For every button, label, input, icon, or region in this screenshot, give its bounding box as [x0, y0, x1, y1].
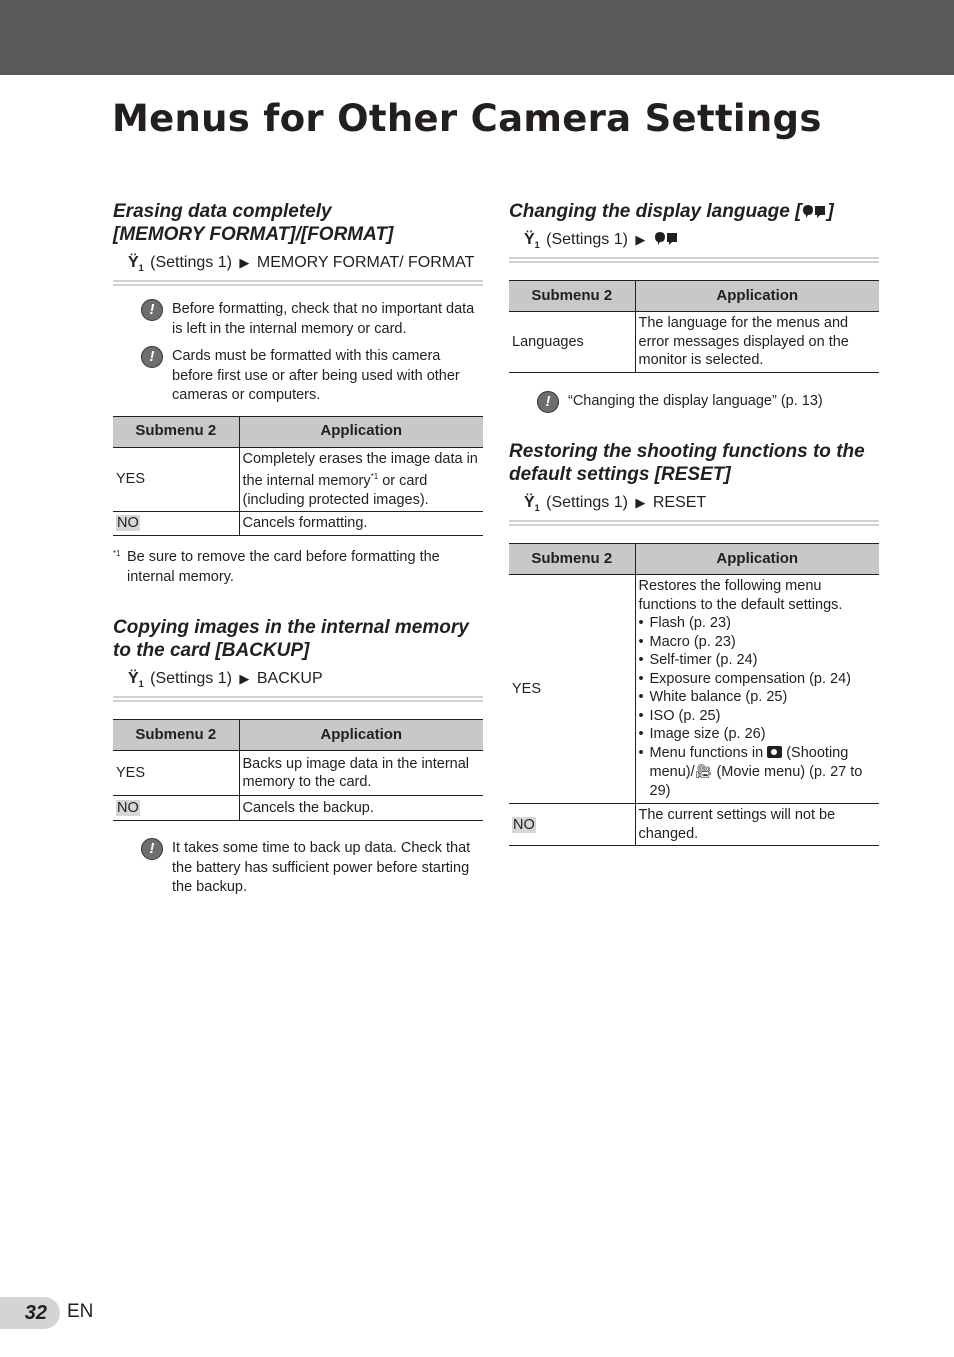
list-item: • Macro (p. 23) — [639, 633, 877, 652]
table-header-row — [509, 544, 879, 575]
reset-menu-path — [509, 492, 879, 519]
col-header-application: Application — [635, 281, 879, 312]
format-section — [113, 200, 483, 587]
language-icon — [801, 204, 827, 219]
camera-icon — [767, 746, 782, 758]
format-heading-line2: [MEMORY FORMAT]/[FORMAT] — [113, 224, 394, 245]
cell-text: NO — [117, 799, 139, 816]
page-language: EN — [67, 1301, 94, 1322]
list-item: • Image size (p. 26) — [639, 725, 877, 744]
cell-submenu — [113, 796, 239, 821]
path-target: MEMORY FORMAT/ FORMAT — [256, 254, 475, 271]
list-item — [639, 744, 877, 801]
reset-section — [509, 440, 879, 846]
cell-text: Completely erases the image data in the internal memory — [242, 450, 478, 490]
table-row — [113, 447, 483, 511]
table-header-row — [113, 720, 483, 751]
table-row — [509, 575, 879, 804]
table-row — [113, 796, 483, 821]
format-menu-path — [113, 252, 483, 279]
heading-text: Changing the display language [ — [509, 201, 802, 222]
note-text: Before formatting, check that no important data is left in the internal memory or card. — [172, 301, 475, 337]
footnote-ref: *1 — [370, 472, 379, 482]
format-heading — [113, 200, 483, 246]
path-arrow-icon: ▶ — [239, 671, 250, 687]
note-text: It takes some time to back up data. Check that the battery has sufficient power before starting the backup. — [172, 840, 471, 896]
language-section — [509, 200, 879, 413]
table-header-row — [509, 281, 879, 312]
table-row — [113, 512, 483, 536]
path-arrow-icon: ▶ — [635, 495, 646, 511]
backup-heading: Copying images in the internal memory to the card [BACKUP] — [113, 617, 469, 662]
caution-icon: ! — [141, 838, 163, 860]
list-text: (Shooting menu)/ — [649, 744, 849, 781]
table-header-row — [113, 416, 483, 447]
cell-submenu — [113, 512, 239, 536]
language-table — [509, 280, 879, 373]
col-header-submenu: Submenu 2 — [509, 544, 635, 575]
path-target: RESET — [652, 494, 707, 512]
path-prefix: (Settings 1) — [150, 254, 232, 271]
right-column — [509, 200, 879, 846]
settings-1-icon: $Ÿ_1$ — [128, 670, 144, 690]
list-text: (Movie menu) (p. 27 to 29) — [649, 764, 863, 799]
page-number: 32 — [0, 1297, 60, 1329]
col-header-submenu: Submenu 2 — [113, 720, 239, 751]
note-item — [141, 347, 483, 406]
cell-application: Cancels the backup. — [239, 796, 483, 821]
table-row — [509, 312, 879, 373]
cell-text: NO — [513, 816, 535, 833]
language-notes — [509, 392, 879, 413]
header-bar — [0, 0, 954, 75]
path-prefix: (Settings 1) — [546, 231, 628, 248]
divider — [509, 520, 879, 526]
cell-submenu: Languages — [509, 312, 635, 373]
cell-submenu: YES — [509, 575, 635, 804]
cell-text: NO — [117, 515, 139, 532]
table-row — [113, 751, 483, 796]
caution-icon: ! — [141, 346, 163, 368]
language-menu-path — [509, 229, 879, 256]
caution-icon: ! — [537, 391, 559, 413]
cell-application: Backs up image data in the internal memory to the card. — [239, 751, 483, 796]
cell-intro: Restores the following menu functions to the default settings. — [638, 578, 843, 613]
settings-1-icon: $Ÿ_1$ — [524, 494, 540, 514]
note-item — [537, 392, 879, 413]
note-item — [141, 839, 483, 898]
reset-heading: Restoring the shooting functions to the default settings [RESET] — [509, 441, 865, 486]
list-text: Menu functions in — [649, 744, 764, 761]
backup-table — [113, 719, 483, 821]
divider — [509, 257, 879, 263]
cell-application — [239, 447, 483, 511]
format-notes — [113, 300, 483, 406]
col-header-application: Application — [239, 416, 483, 447]
settings-1-icon: $Ÿ_1$ — [128, 254, 144, 274]
language-icon — [653, 231, 679, 246]
cell-application: Cancels formatting. — [239, 512, 483, 536]
cell-application: The current settings will not be changed. — [635, 804, 879, 846]
col-header-application: Application — [635, 544, 879, 575]
path-target: BACKUP — [256, 670, 323, 688]
backup-menu-path — [113, 668, 483, 695]
cell-submenu: YES — [113, 447, 239, 511]
caution-icon: ! — [141, 299, 163, 321]
list-item: • Exposure compensation (p. 24) — [639, 670, 877, 689]
cell-application — [635, 575, 879, 804]
footnote-mark: *1 — [113, 549, 121, 559]
movie-icon: 🎥︎ — [694, 763, 713, 780]
list-item: • ISO (p. 25) — [639, 707, 877, 726]
footnote-text: Be sure to remove the card before formatting the internal memory. — [127, 549, 440, 585]
table-row — [509, 804, 879, 846]
list-item: • Self-timer (p. 24) — [639, 651, 877, 670]
path-prefix: (Settings 1) — [546, 494, 628, 512]
backup-section — [113, 616, 483, 898]
left-column — [113, 200, 483, 906]
note-text: Cards must be formatted with this camera before first use or after being used with other cameras or computers. — [172, 348, 460, 404]
cell-submenu — [509, 804, 635, 846]
divider — [113, 280, 483, 286]
path-arrow-icon: ▶ — [635, 232, 646, 247]
note-text: “Changing the display language” (p. 13) — [568, 393, 823, 410]
list-item: • Flash (p. 23) — [639, 614, 877, 633]
reset-table — [509, 543, 879, 846]
col-header-submenu: Submenu 2 — [509, 281, 635, 312]
settings-1-icon: $Ÿ_1$ — [524, 231, 540, 251]
note-item — [141, 300, 483, 339]
col-header-submenu: Submenu 2 — [113, 416, 239, 447]
cell-text: or card (including protected images). — [242, 473, 429, 508]
cell-submenu: YES — [113, 751, 239, 796]
list-item: • White balance (p. 25) — [639, 688, 877, 707]
col-header-application: Application — [239, 720, 483, 751]
divider — [113, 696, 483, 702]
page-title: Menus for Other Camera Settings — [112, 97, 822, 140]
format-heading-line1: Erasing data completely — [113, 201, 332, 222]
footnote — [113, 548, 483, 587]
format-table — [113, 416, 483, 536]
language-heading — [509, 200, 879, 223]
path-arrow-icon: ▶ — [239, 255, 250, 270]
backup-notes — [113, 839, 483, 898]
heading-text: ] — [827, 201, 834, 222]
default-settings-list — [639, 614, 877, 800]
path-prefix: (Settings 1) — [150, 670, 232, 688]
cell-application: The language for the menus and error messages displayed on the monitor is selected. — [635, 312, 879, 373]
